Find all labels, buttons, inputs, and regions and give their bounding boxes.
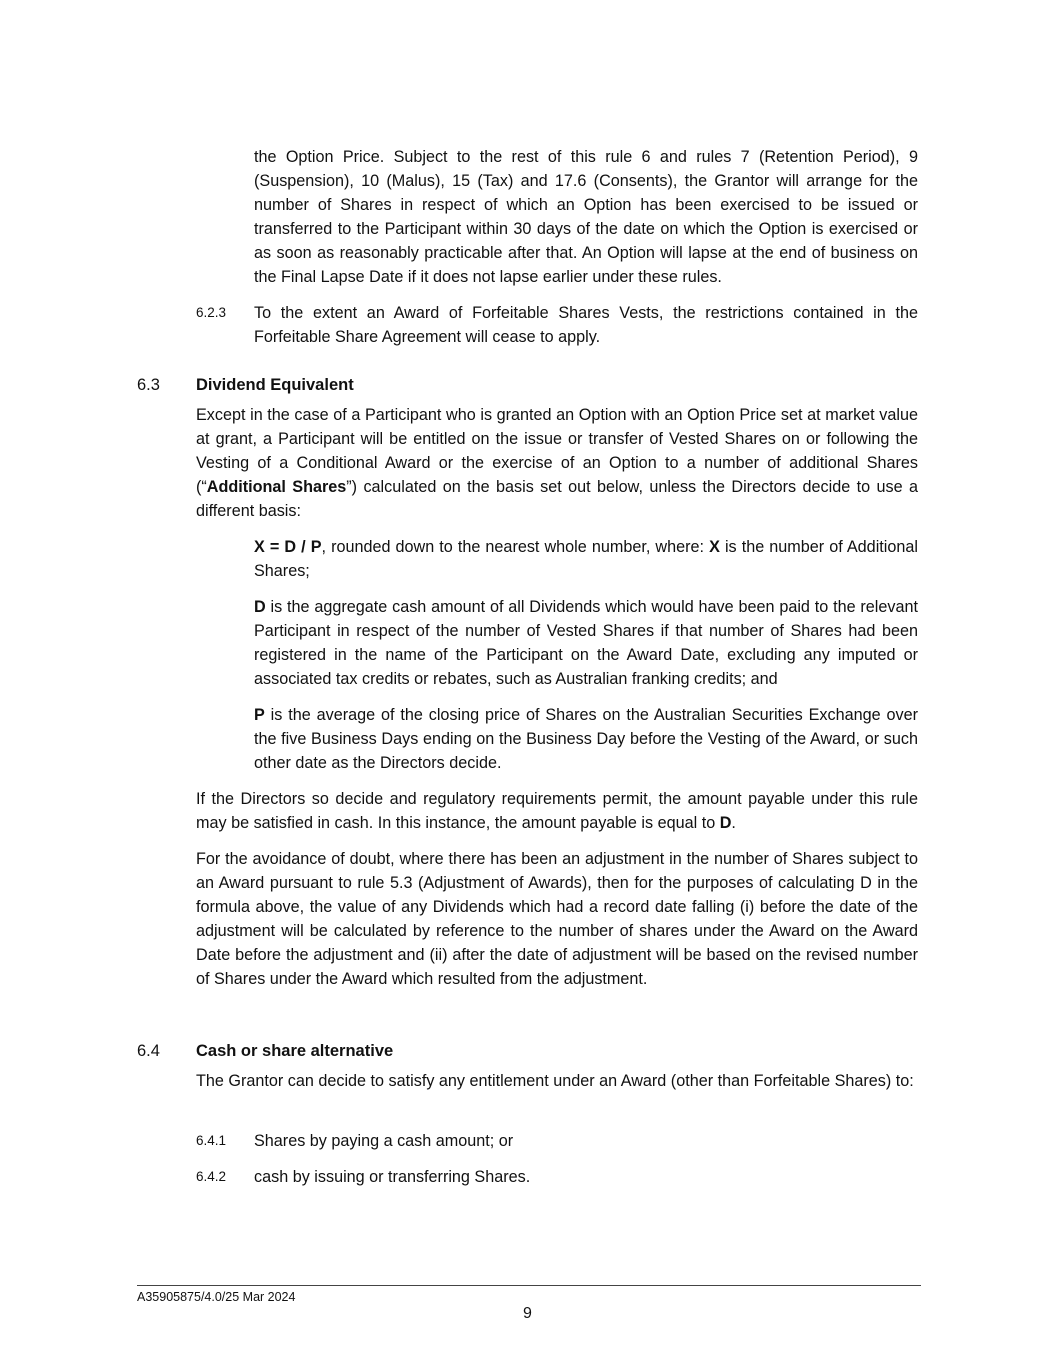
- dividend-intro-paragraph: [196, 403, 918, 523]
- p-definition-paragraph: [254, 703, 918, 775]
- clause-text: Shares by paying a cash amount; or: [254, 1132, 514, 1150]
- continuation-paragraph: the Option Price. Subject to the rest of this rule 6 and rules 7 (Retention Period), 9 (Suspension), 10 (Malus), 15 (Tax) and 17.6 (Consents), the Grantor will arrange for the number of Shares in respect of which an Option has been exercised to be issued or transferred to the Participant within 30 days of the date on which the Option is exercised or as soon as reasonably practicable after that. An Option will lapse at the end of business on the Final Lapse Date if it does not lapse earlier under these rules.: [254, 148, 918, 286]
- clause-number: 6.4.2: [196, 1169, 227, 1184]
- document-reference: A35905875/4.0/25 Mar 2024: [137, 1290, 296, 1304]
- variable-d-ref: D: [719, 814, 732, 832]
- cash-share-intro-paragraph: The Grantor can decide to satisfy any entitlement under an Award (other than Forfeitable Shares) to:: [196, 1072, 914, 1090]
- d-definition-text: is the aggregate cash amount of all Dividends which would have been paid to the relevant Participant in respect of the number of Vested Shares if that number of Shares had been registered in the name of the Participant on the Award Date, excluding any imputed or associated tax credits or rebates, such as Australian franking credits; and: [254, 598, 918, 688]
- section-title: Dividend Equivalent: [196, 376, 354, 394]
- p-definition-text: is the average of the closing price of Shares on the Australian Securities Exchange over the five Business Days ending on the Business Day before the Vesting of the Award, or such other date as the Directors decide.: [254, 706, 918, 772]
- variable-x: X: [709, 538, 720, 556]
- section-heading-6-4: [137, 1039, 393, 1063]
- variable-p: P: [254, 706, 265, 724]
- intro-text-b: ”) calculated on the basis set out below, unless the Directors decide to use a different basis:: [196, 478, 918, 520]
- footer-divider: [137, 1285, 921, 1286]
- clause-6-2-3: [196, 301, 918, 349]
- clause-number: 6.2.3: [196, 305, 227, 320]
- cash-text-b: .: [731, 814, 736, 832]
- formula-text-b: is the number of Additional Shares;: [254, 538, 918, 580]
- defined-term: Additional Shares: [206, 478, 347, 496]
- avoidance-of-doubt-paragraph: For the avoidance of doubt, where there has been an adjustment in the number of Shares subject to an Award pursuant to rule 5.3 (Adjustment of Awards), then for the purposes of calculating D in the formula above, the value of any Dividends which had a record date falling (i) before the date of the adjustment will be calculated by reference to the number of shares under the Award on the Award Date before the adjustment and (ii) after the date of adjustment will be based on the revised number of Shares under the Award which resulted from the adjustment.: [196, 850, 918, 988]
- cash-text-a: If the Directors so decide and regulatory requirements permit, the amount payable under this rule may be satisfied in cash. In this instance, the amount payable is equal to: [196, 790, 918, 832]
- clause-6-4-1: [196, 1129, 918, 1153]
- clause-text: cash by issuing or transferring Shares.: [254, 1168, 531, 1186]
- section-heading-6-3: [137, 373, 354, 397]
- page-number: 9: [523, 1305, 532, 1322]
- section-number: 6.4: [137, 1042, 160, 1060]
- d-definition-paragraph: [254, 595, 918, 691]
- section-title: Cash or share alternative: [196, 1042, 394, 1060]
- formula-paragraph: [254, 535, 918, 583]
- section-number: 6.3: [137, 376, 160, 394]
- clause-6-4-2: [196, 1165, 918, 1189]
- formula: X = D / P: [254, 538, 322, 556]
- clause-text: To the extent an Award of Forfeitable Shares Vests, the restrictions contained in the Forfeitable Share Agreement will cease to apply.: [254, 304, 918, 346]
- clause-number: 6.4.1: [196, 1133, 227, 1148]
- formula-text-a: , rounded down to the nearest whole number, where:: [321, 538, 710, 556]
- cash-settlement-paragraph: [196, 787, 918, 835]
- variable-d: D: [254, 598, 266, 616]
- intro-text-a: Except in the case of a Participant who is granted an Option with an Option Price set at market value at grant, a Participant will be entitled on the issue or transfer of Vested Shares on or following the Vesting of a Conditional Award or the exercise of an Option to a number of additional Shares (“: [196, 406, 918, 496]
